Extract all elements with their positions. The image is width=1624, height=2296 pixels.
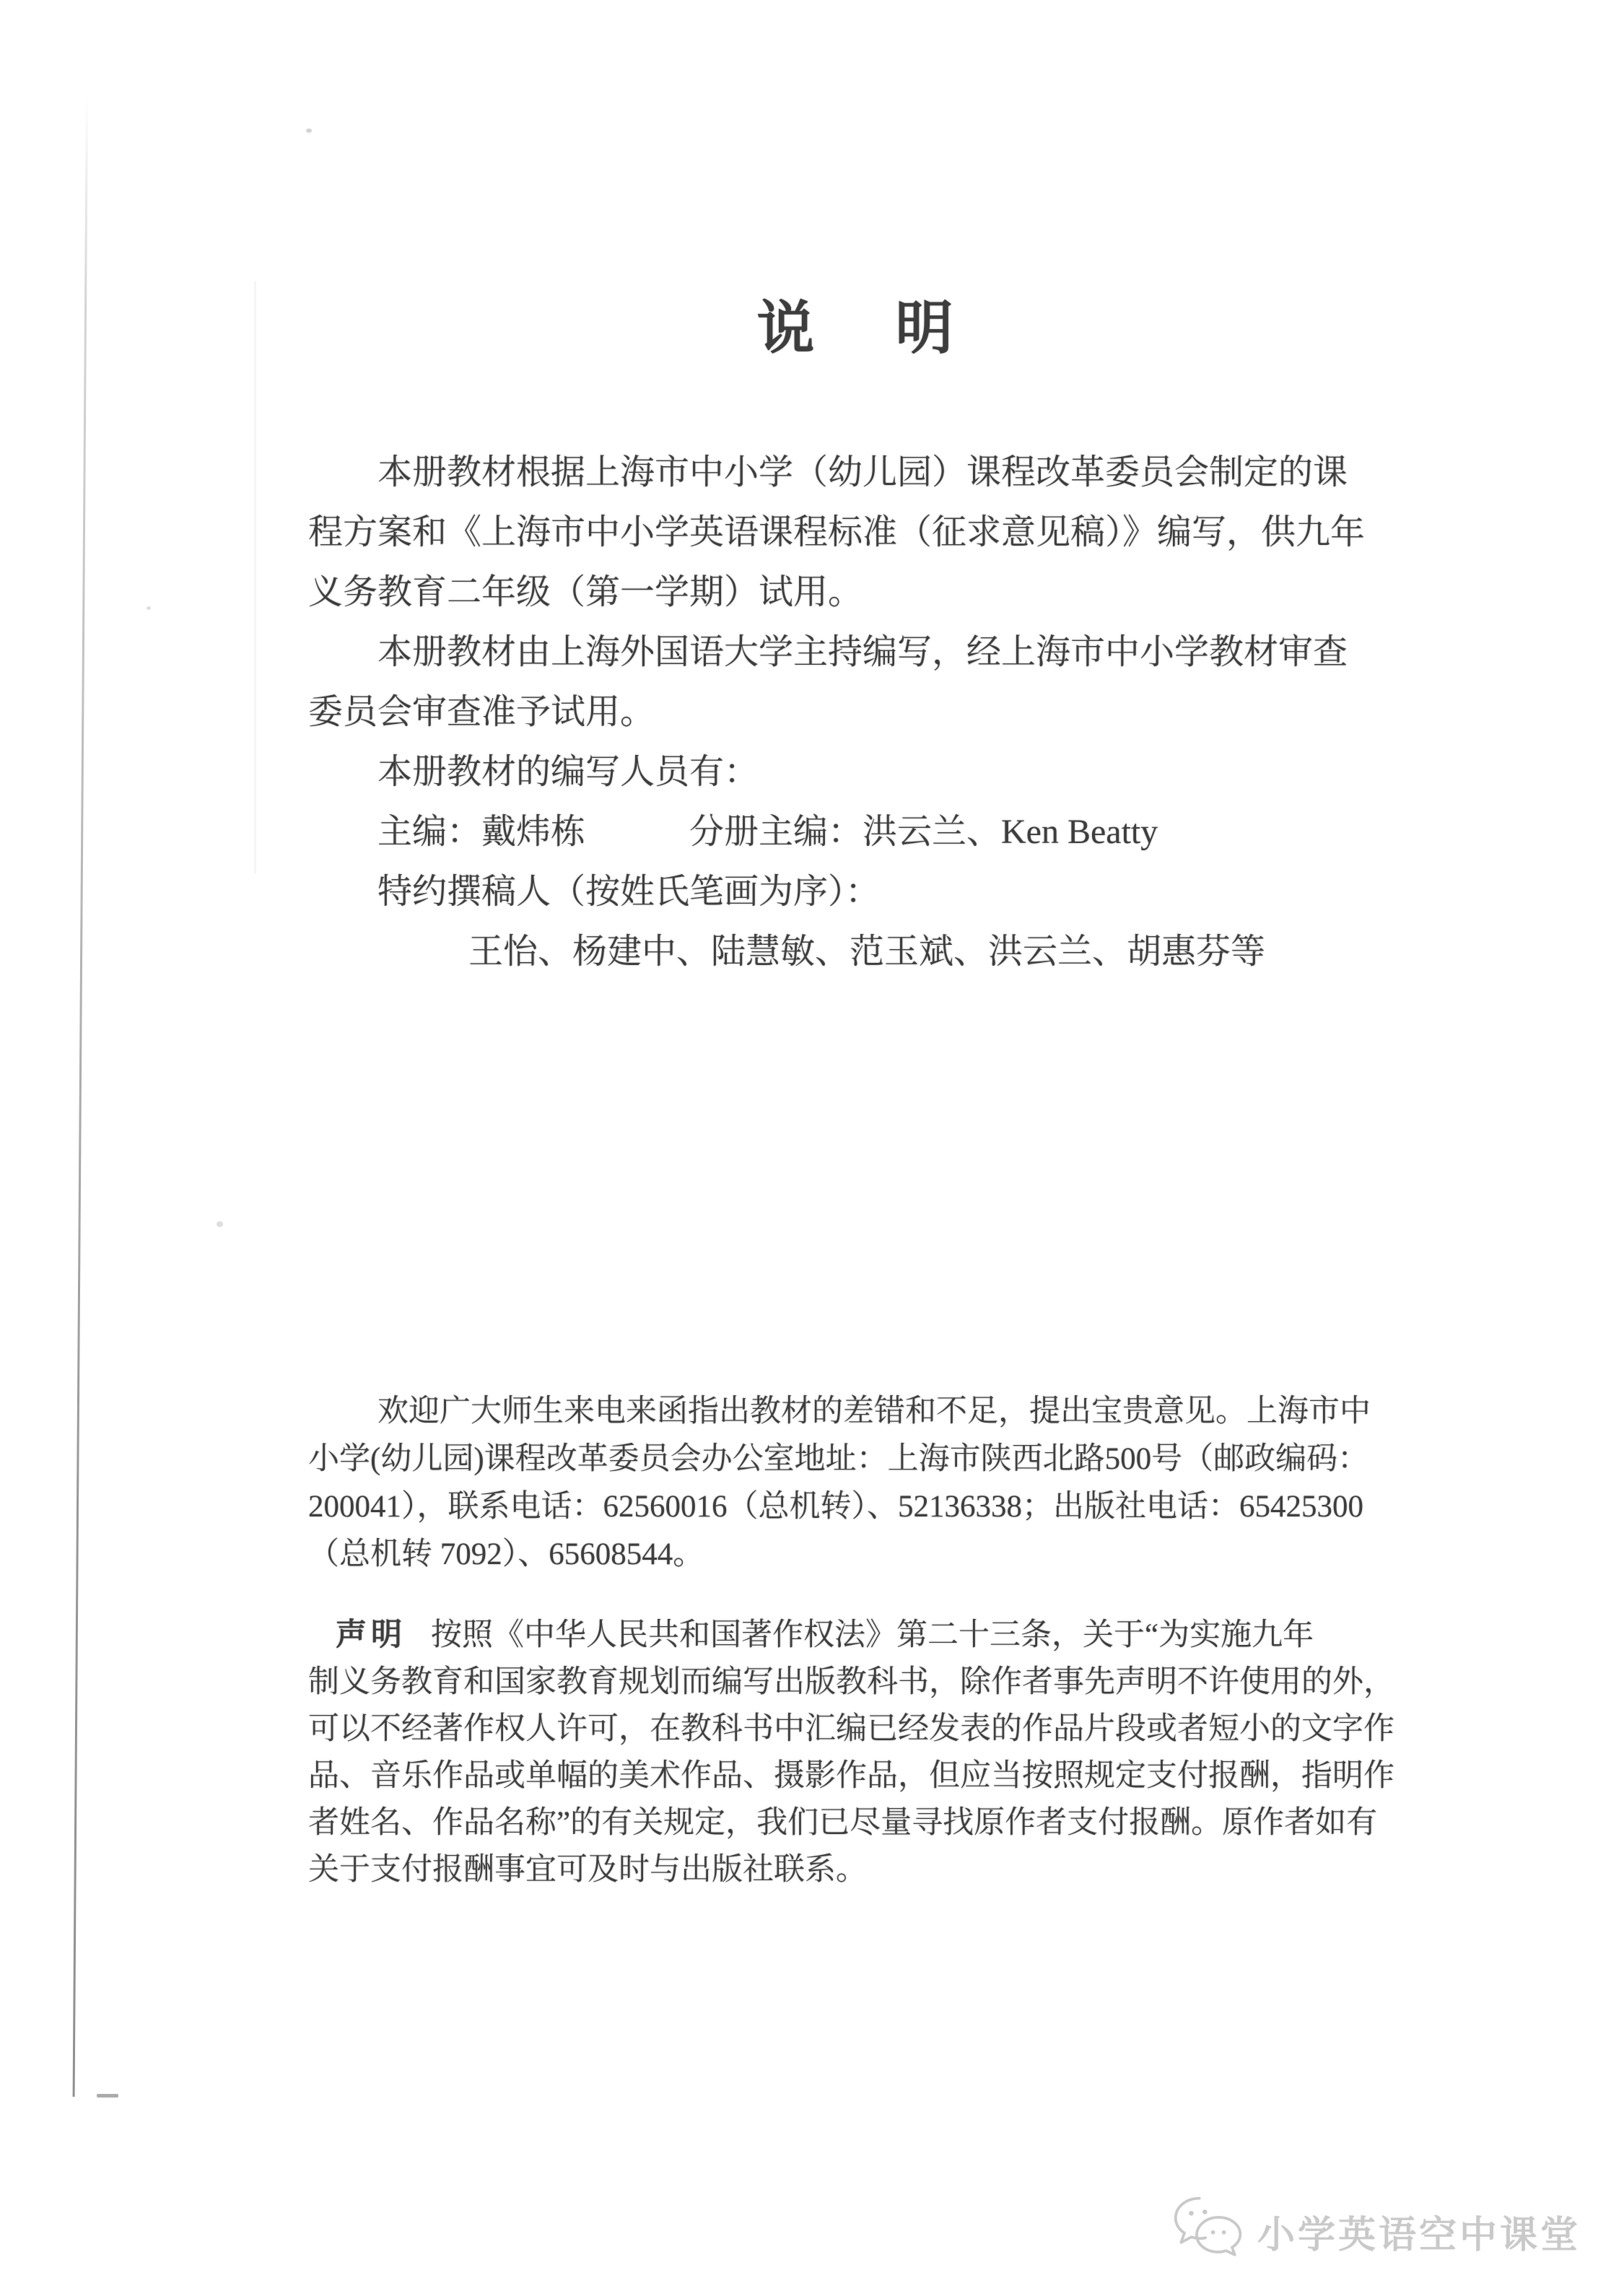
copyright-statement [308, 1612, 1477, 1893]
text-line: 小学(幼儿园)课程改革委员会办公室地址：上海市陕西北路500号（邮政编码： [308, 1442, 1369, 1476]
text-line: 义务教育二年级（第一学期）试用。 [308, 573, 863, 611]
text-line: 本册教材根据上海市中小学（幼儿园）课程改革委员会制定的课 [377, 453, 1348, 492]
text-line: 委员会审查准予试用。 [308, 693, 655, 731]
scan-speck [147, 606, 151, 610]
text-line: 者姓名、作品名称”的有关规定，我们已尽量寻找原作者支付报酬。原作者如有 [308, 1806, 1378, 1840]
text-line: 200041），联系电话：62560016（总机转）、52136338；出版社电话：65425300 [308, 1490, 1363, 1524]
text-line: 品、音乐作品或单幅的美术作品、摄影作品，但应当按照规定支付报酬，指明作 [308, 1759, 1394, 1793]
text-line: 本册教材的编写人员有： [377, 753, 759, 791]
contributors-names-line: 王怡、杨建中、陆慧敏、范玉斌、洪云兰、胡惠芬等 [468, 933, 1266, 971]
contributors-heading-line: 特约撰稿人（按姓氏笔画为序）： [377, 873, 881, 911]
scan-fold-mark [254, 281, 256, 873]
statement-text: 按照《中华人民共和国著作权法》第二十三条，关于“为实施九年 [431, 1618, 1314, 1652]
page-edge-shadow [73, 94, 88, 2097]
text-line: 可以不经著作权人许可，在教科书中汇编已经发表的作品片段或者短小的文字作 [308, 1712, 1394, 1746]
text-line: 本册教材由上海外国语大学主持编写，经上海市中小学教材审查 [377, 633, 1348, 671]
page-edge-shadow-foot [97, 2094, 118, 2098]
statement-label: 声明 [336, 1618, 406, 1652]
scan-speck [217, 1221, 223, 1227]
text-line: 关于支付报酬事宜可及时与出版社联系。 [308, 1853, 867, 1887]
text-line [308, 1612, 1477, 1659]
page-title: 说 明 [756, 297, 965, 361]
watermark-text: 小学英语空中课堂 [1257, 2214, 1581, 2256]
intro-section [308, 442, 1477, 982]
scan-speck [306, 128, 312, 133]
text-line: 欢迎广大师生来电来函指出教材的差错和不足，提出宝贵意见。上海市中 [377, 1394, 1371, 1428]
contact-paragraph [308, 1388, 1477, 1579]
wechat-icon [1171, 2194, 1246, 2269]
watermark [1171, 2194, 1581, 2269]
text-line: 制义务教育和国家教育规划而编写出版教科书，除作者事先声明不许使用的外， [308, 1665, 1394, 1699]
text-line: 程方案和《上海市中小学英语课程标准（征求意见稿）》编写，供九年 [308, 513, 1366, 551]
editors-line: 主编：戴炜栋 分册主编：洪云兰、Ken Beatty [377, 813, 1158, 851]
text-line: （总机转 7092）、65608544。 [308, 1537, 704, 1571]
